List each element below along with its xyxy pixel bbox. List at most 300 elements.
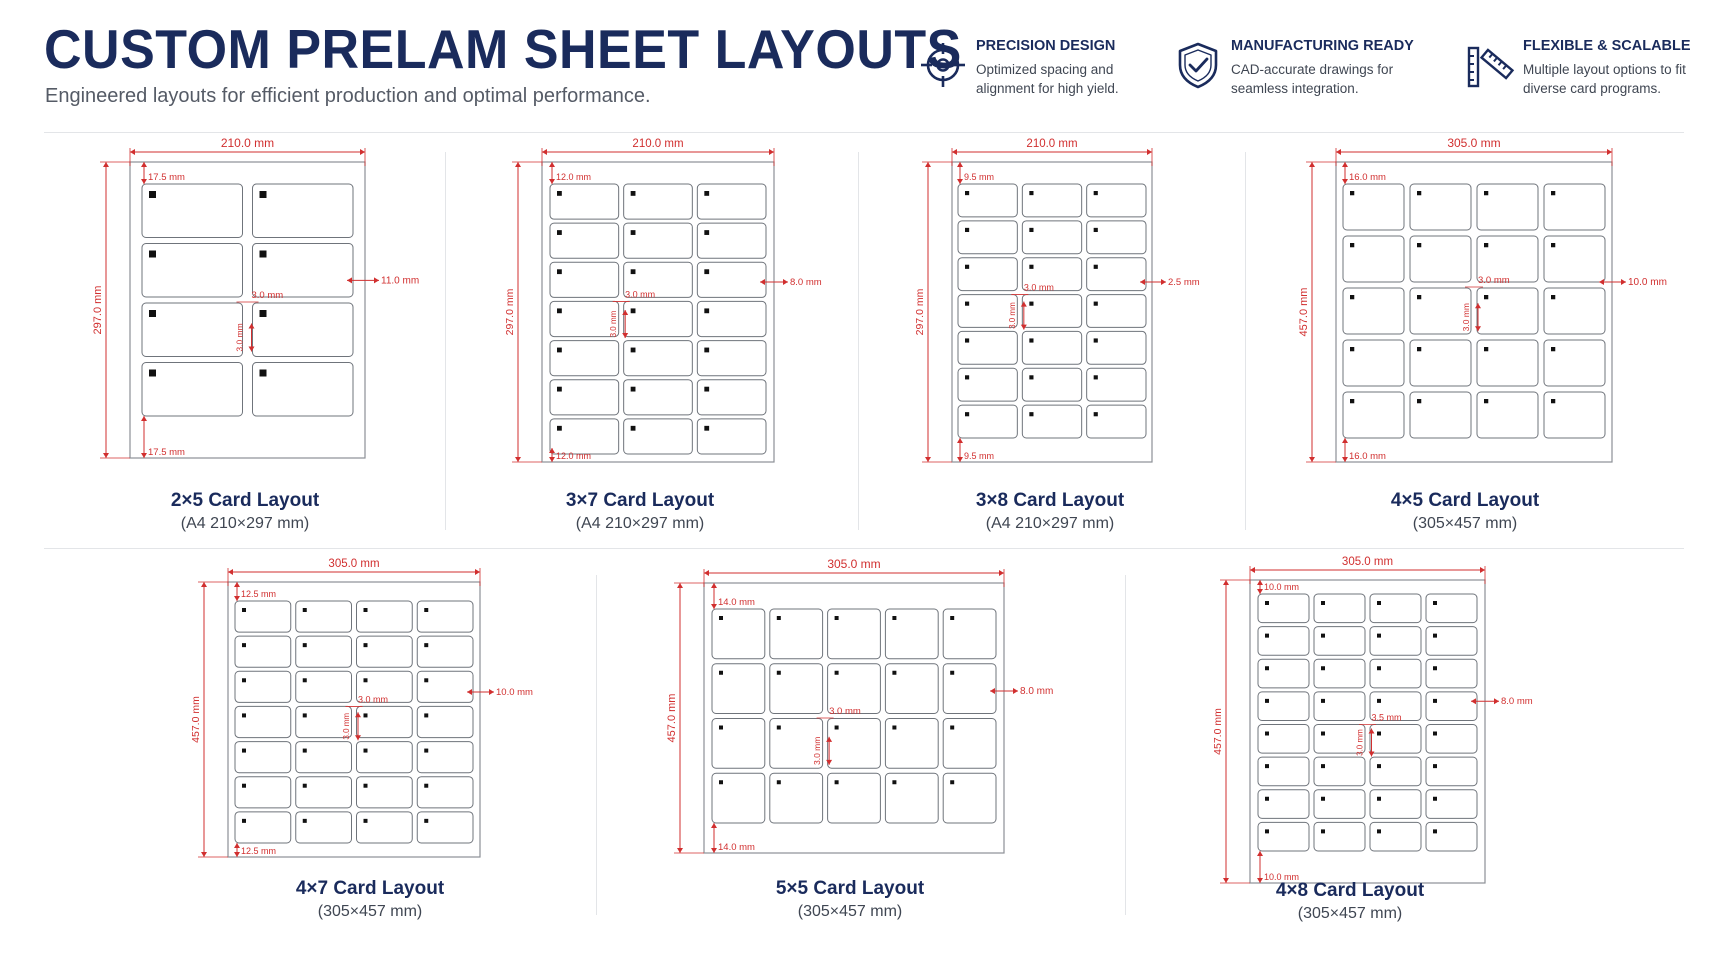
card-cell [1258,627,1309,656]
chip-marker [1350,243,1354,247]
card-cell [417,636,473,667]
chip-marker [1029,338,1033,342]
card-cell [296,777,352,808]
bottom-margin-label: 16.0 mm [1349,451,1386,462]
card-cell [624,184,693,219]
chip-marker [719,671,723,675]
chip-marker [424,819,428,823]
chip-marker [1377,764,1381,768]
chip-marker [242,819,246,823]
card-cell [550,341,619,376]
feature-precision-design [918,36,1158,106]
chip-marker [892,726,896,730]
chip-marker [965,191,969,195]
chip-marker [631,230,636,235]
chip-marker [631,191,636,196]
sheet-diagram [470,138,822,540]
chip-marker [242,784,246,788]
chip-marker [1094,191,1098,195]
chip-marker [1029,375,1033,379]
chip-marker [149,191,156,198]
chip-marker [1377,601,1381,605]
card-cell [1022,184,1081,217]
card-cell [1314,790,1365,819]
dimension-arrow [1494,698,1499,704]
chip-marker [260,251,267,258]
sheet-diagram [880,140,1220,540]
sheet-diagram [1180,553,1533,933]
dimension-arrow [925,162,931,167]
layout-3x8 [880,140,1220,540]
chip-marker [242,643,246,647]
dimension-arrow [228,569,233,575]
chip-marker [149,310,156,317]
chip-marker [1551,347,1555,351]
chip-marker [1350,191,1354,195]
chip-marker [631,348,636,353]
card-cell [1426,594,1477,623]
card-cell [958,184,1017,217]
chip-marker [1094,228,1098,232]
layout-size: (A4 210×297 mm) [180,515,310,532]
card-cell [1477,392,1538,438]
chip-marker [1265,732,1269,736]
card-cell [1544,184,1605,230]
card-cell [142,184,243,238]
chip-marker [1551,191,1555,195]
header-divider [44,132,1684,133]
width-dimension-label: 305.0 mm [328,558,380,570]
side-margin-label: 8.0 mm [1020,686,1054,697]
chip-marker [631,387,636,392]
side-margin-label: 10.0 mm [1628,277,1667,288]
chip-marker [1094,338,1098,342]
card-cell [1477,288,1538,334]
chip-marker [704,387,709,392]
card-cell [1544,392,1605,438]
chip-marker [424,608,428,612]
dimension-arrow [130,149,135,155]
chip-marker [1265,601,1269,605]
card-cell [1370,757,1421,786]
vertical-gap-label: 3.0 mm [1007,302,1017,329]
width-dimension-label: 210.0 mm [632,138,684,150]
horizontal-gap-label: 3.0 mm [1478,275,1510,286]
chip-marker [557,348,562,353]
card-cell [417,671,473,702]
chip-marker [777,671,781,675]
chip-marker [965,412,969,416]
chip-marker [364,608,368,612]
chip-marker [835,671,839,675]
dimension-arrow [1309,162,1315,167]
chip-marker [1377,732,1381,736]
layout-name: 4×5 Card Layout [1390,490,1540,511]
chip-marker [303,643,307,647]
dimension-arrow [1147,149,1152,155]
card-cell [1370,790,1421,819]
chip-marker [260,310,267,317]
chip-marker [1484,399,1488,403]
card-cell [253,363,354,417]
horizontal-gap-label: 3.0 mm [1023,282,1054,293]
side-margin-label: 10.0 mm [496,687,533,698]
chip-marker [1265,797,1269,801]
chip-marker [303,819,307,823]
layout-size: (305×457 mm) [1297,905,1403,922]
height-dimension-label: 297.0 mm [914,288,926,336]
chip-marker [424,749,428,753]
layout-name: 4×8 Card Layout [1275,880,1425,901]
chip-marker [303,713,307,717]
top-margin-label: 16.0 mm [1349,172,1386,183]
card-cell [697,341,766,376]
chip-marker [424,678,428,682]
card-cell [417,777,473,808]
chip-marker [364,749,368,753]
card-cell [142,303,243,357]
card-cell [1022,331,1081,364]
chip-marker [950,616,954,620]
chip-marker [424,643,428,647]
card-cell [1426,692,1477,721]
dimension-arrow [515,162,521,167]
chip-marker [557,269,562,274]
horizontal-gap-label: 3.0 mm [625,289,656,300]
chip-marker [1433,634,1437,638]
chip-marker [1094,302,1098,306]
card-cell [1343,288,1404,334]
layout-name: 5×5 Card Layout [775,878,925,899]
card-cell [357,742,413,773]
layout-size: (305×457 mm) [317,903,423,920]
layout-name: 3×8 Card Layout [975,490,1125,511]
column-divider [858,152,859,530]
height-dimension-label: 457.0 mm [666,693,678,743]
card-cell [142,244,243,298]
chip-marker [1433,797,1437,801]
layout-size: (A4 210×297 mm) [985,515,1115,532]
layout-4x8 [1180,553,1533,933]
vertical-gap-label: 3.0 mm [609,310,619,338]
card-cell [1087,258,1146,291]
card-cell [958,331,1017,364]
top-margin-label: 14.0 mm [718,597,755,608]
card-cell [296,812,352,843]
chip-marker [1029,302,1033,306]
chip-marker [364,643,368,647]
dimension-arrow [475,569,480,575]
sheet-diagram [640,553,1060,933]
card-cell [235,777,291,808]
card-cell [235,742,291,773]
shield-check-icon [1173,40,1223,90]
dimension-arrow [1161,279,1166,285]
page-subtitle: Engineered layouts for efficient production and optimal performance. [45,85,651,107]
card-cell [697,301,766,336]
card-cell [624,380,693,415]
chip-marker [1417,347,1421,351]
chip-marker [557,387,562,392]
card-cell [1258,790,1309,819]
chip-marker [1433,601,1437,605]
card-cell [1022,368,1081,401]
card-cell [1343,236,1404,282]
card-cell [624,419,693,454]
card-cell [1258,594,1309,623]
chip-marker [719,780,723,784]
crosshair-icon [918,40,968,90]
chip-marker [1484,191,1488,195]
chip-marker [1484,347,1488,351]
chip-marker [777,780,781,784]
chip-marker [719,726,723,730]
chip-marker [557,308,562,313]
column-divider [445,152,446,530]
card-cell [1370,627,1421,656]
chip-marker [1350,295,1354,299]
card-cell [1314,594,1365,623]
chip-marker [424,784,428,788]
card-cell [958,368,1017,401]
card-cell [697,184,766,219]
dimension-arrow [1607,149,1612,155]
chip-marker [242,608,246,612]
chip-marker [1433,699,1437,703]
card-cell [1426,790,1477,819]
card-cell [1343,392,1404,438]
chip-marker [1321,699,1325,703]
chip-marker [1029,191,1033,195]
side-margin-label: 8.0 mm [1501,696,1533,708]
dimension-arrow [1621,279,1626,285]
chip-marker [303,749,307,753]
dimension-arrow [1013,688,1018,694]
card-cell [235,706,291,737]
card-cell [1426,659,1477,688]
card-cell [958,258,1017,291]
side-margin-label: 8.0 mm [790,277,822,288]
card-cell [1410,340,1471,386]
chip-marker [965,265,969,269]
card-cell [958,405,1017,438]
card-cell [1343,340,1404,386]
chip-marker [704,269,709,274]
card-cell [1314,659,1365,688]
chip-marker [557,191,562,196]
vertical-gap-label: 3.0 mm [812,736,823,765]
chip-marker [424,713,428,717]
card-cell [357,812,413,843]
chip-marker [777,726,781,730]
card-cell [1258,725,1309,754]
vertical-gap-label: 3.0 mm [1355,729,1365,756]
chip-marker [1265,764,1269,768]
card-cell [142,363,243,417]
chip-marker [1484,295,1488,299]
sheet-diagram [1270,136,1667,540]
card-cell [624,223,693,258]
card-cell [1258,822,1309,851]
chip-marker [1377,666,1381,670]
chip-marker [242,678,246,682]
chip-marker [892,671,896,675]
chip-marker [1029,228,1033,232]
card-cell [1087,184,1146,217]
card-cell [235,601,291,632]
chip-marker [242,749,246,753]
bottom-margin-label: 10.0 mm [1264,872,1300,882]
card-cell [253,184,354,238]
dimension-arrow [704,570,709,576]
chip-marker [1377,797,1381,801]
dimension-arrow [1250,567,1255,573]
top-margin-label: 12.5 mm [241,589,277,599]
chip-marker [1433,829,1437,833]
chip-marker [303,784,307,788]
card-cell [357,777,413,808]
chip-marker [149,251,156,258]
bottom-margin-label: 14.0 mm [718,842,755,853]
card-cell [296,671,352,702]
chip-marker [704,230,709,235]
card-cell [417,601,473,632]
top-margin-label: 9.5 mm [964,172,995,182]
chip-marker [1265,829,1269,833]
page-title: CUSTOM PRELAM SHEET LAYOUTS [44,19,962,81]
card-cell [1258,692,1309,721]
card-cell [1314,692,1365,721]
card-cell [697,262,766,297]
chip-marker [1551,399,1555,403]
layout-4x5 [1270,136,1667,540]
chip-marker [1377,699,1381,703]
layout-name: 2×5 Card Layout [170,490,320,511]
chip-marker [242,713,246,717]
card-cell [1258,757,1309,786]
vertical-gap-label: 3.0 mm [342,712,351,740]
dimension-arrow [1336,149,1341,155]
chip-marker [149,370,156,377]
sheet-diagram [170,553,570,933]
width-dimension-label: 305.0 mm [827,557,881,571]
dimension-arrow [677,583,683,588]
width-dimension-label: 210.0 mm [1026,138,1078,150]
dimension-arrow [201,852,207,857]
chip-marker [965,228,969,232]
chip-marker [1417,399,1421,403]
row-divider [44,548,1684,549]
feature-text: CAD-accurate drawings for seamless integration. [1231,62,1394,96]
card-cell [1477,184,1538,230]
chip-marker [965,302,969,306]
chip-marker [1265,634,1269,638]
dimension-arrow [515,457,521,462]
card-cell [958,221,1017,254]
card-cell [550,262,619,297]
card-cell [296,601,352,632]
chip-marker [950,671,954,675]
chip-marker [835,780,839,784]
dimension-arrow [1480,567,1485,573]
card-cell [1343,184,1404,230]
feature-flexible-scalable [1465,36,1705,106]
layout-size: (305×457 mm) [1412,515,1518,532]
card-cell [1370,822,1421,851]
dimension-arrow [999,570,1004,576]
horizontal-gap-label: 3.5 mm [1371,712,1402,723]
chip-marker [950,726,954,730]
dimension-arrow [952,149,957,155]
chip-marker [835,616,839,620]
chip-marker [364,819,368,823]
side-margin-label: 2.5 mm [1168,277,1200,288]
chip-marker [1321,601,1325,605]
card-cell [417,812,473,843]
width-dimension-label: 210.0 mm [220,136,275,150]
card-cell [1426,822,1477,851]
chip-marker [704,348,709,353]
card-cell [1314,757,1365,786]
card-cell [1022,295,1081,328]
card-cell [1314,627,1365,656]
dimension-arrow [769,149,774,155]
card-cell [235,671,291,702]
chip-marker [260,370,267,377]
chip-marker [303,608,307,612]
card-cell [1087,295,1146,328]
dimension-arrow [1223,580,1229,585]
chip-marker [1417,191,1421,195]
dimension-arrow [103,453,109,458]
chip-marker [704,191,709,196]
chip-marker [1029,265,1033,269]
feature-manufacturing-ready [1173,36,1413,106]
column-divider [1125,575,1126,915]
dimension-arrow [374,277,379,283]
chip-marker [835,726,839,730]
card-cell [357,636,413,667]
chip-marker [631,426,636,431]
chip-marker [1433,764,1437,768]
card-cell [417,706,473,737]
side-margin-label: 11.0 mm [381,275,420,287]
layout-name: 4×7 Card Layout [295,878,445,899]
card-cell [1426,627,1477,656]
ruler-icon [1465,40,1515,90]
bottom-margin-label: 17.5 mm [148,447,185,458]
horizontal-gap-label: 3.0 mm [829,706,861,717]
chip-marker [1321,666,1325,670]
chip-marker [1433,732,1437,736]
card-cell [1544,288,1605,334]
card-cell [417,742,473,773]
chip-marker [704,308,709,313]
card-cell [697,419,766,454]
card-cell [253,303,354,357]
layout-size: (305×457 mm) [797,903,903,920]
dimension-arrow [489,689,494,695]
horizontal-gap-label: 3.0 mm [251,290,284,301]
column-divider [1245,152,1246,530]
height-dimension-label: 457.0 mm [190,696,202,743]
chip-marker [1321,829,1325,833]
card-cell [235,812,291,843]
card-cell [1426,725,1477,754]
card-cell [624,301,693,336]
card-cell [550,223,619,258]
layout-5x5 [640,553,1060,933]
